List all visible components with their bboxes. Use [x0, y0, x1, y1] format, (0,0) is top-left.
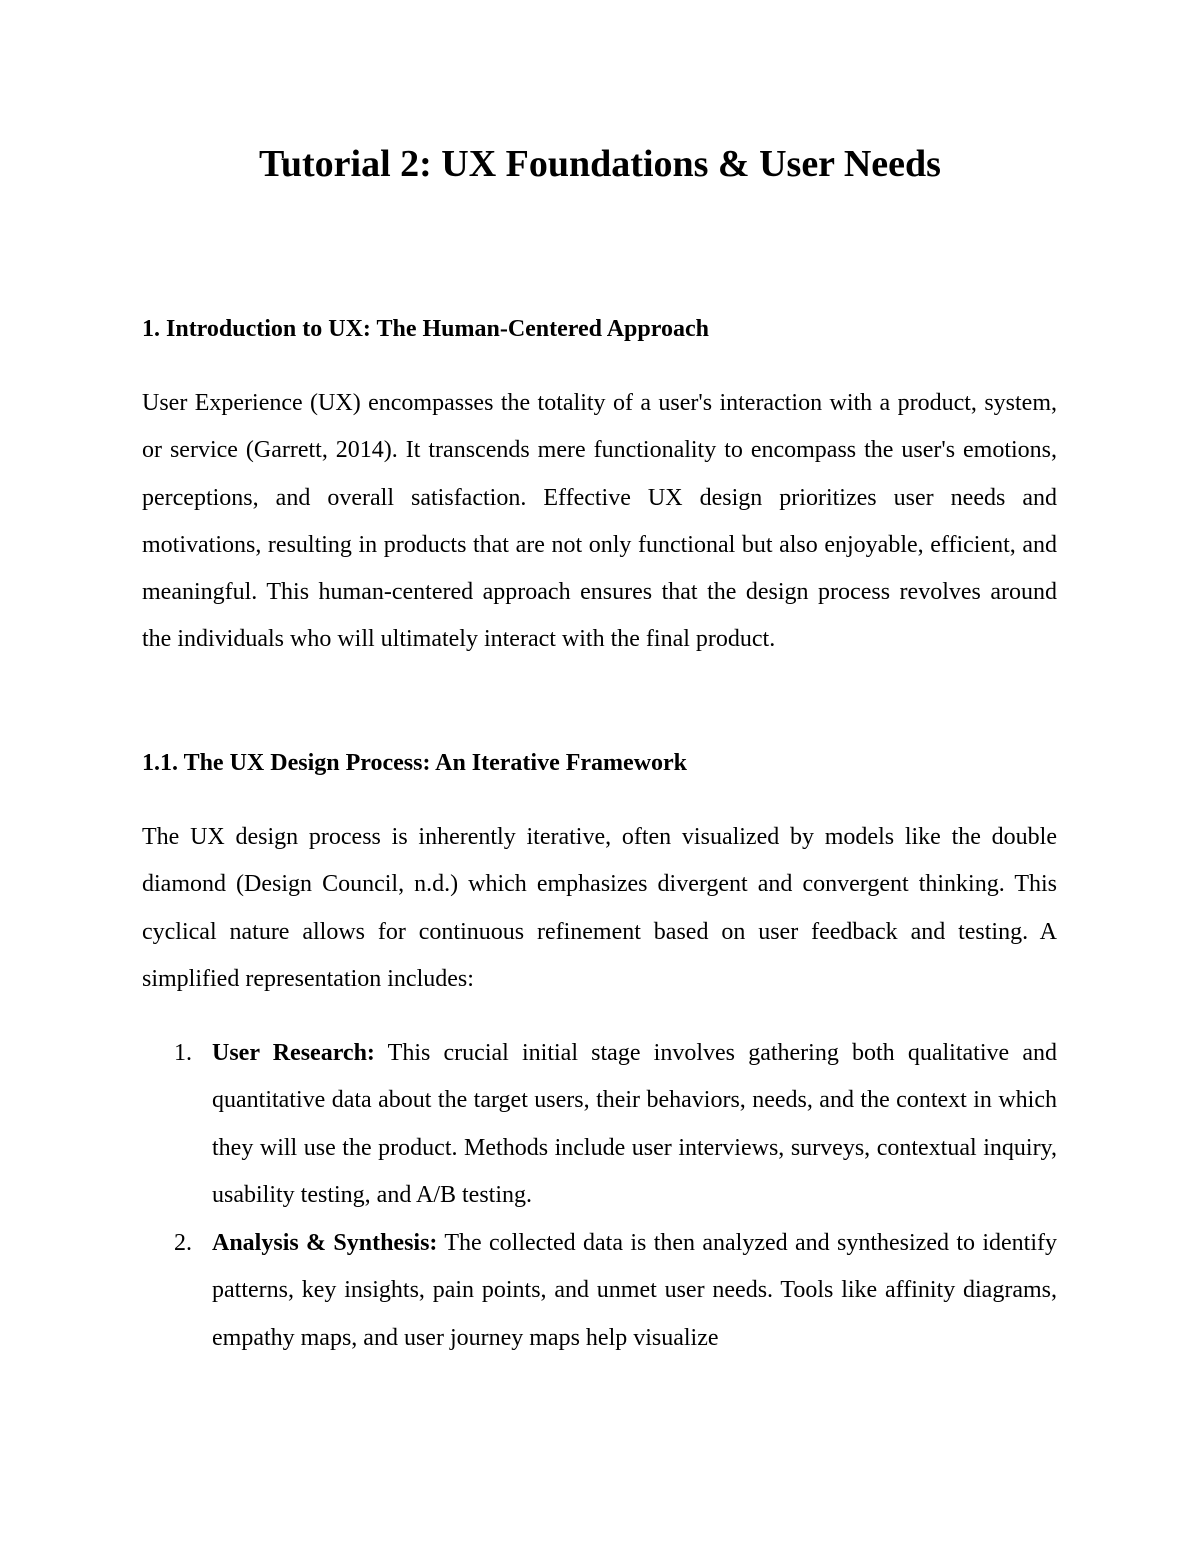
- page-title: Tutorial 2: UX Foundations & User Needs: [259, 143, 941, 185]
- numbered-list: [142, 1030, 1057, 1362]
- section-heading-introduction: 1. Introduction to UX: The Human-Centered Approach: [142, 316, 709, 342]
- list-item-number: 2.: [174, 1230, 192, 1257]
- paragraph-introduction: User Experience (UX) encompasses the totality of a user's interaction with a product, system, or service (Garrett, 2014). It transcends mere functionality to encompass the user's emotions, perceptions, and overall satisfaction. Effective UX design prioritizes user needs and motivations, resulting in products that are not only functional but also enjoyable, efficient, and meaningful. This human-centered approach ensures that the design process revolves around the individuals who will ultimately interact with the final product.: [142, 390, 1057, 653]
- section-heading-design-process: 1.1. The UX Design Process: An Iterative Framework: [142, 750, 688, 776]
- list-item-term: Analysis & Synthesis:: [212, 1230, 438, 1257]
- paragraph-design-process: The UX design process is inherently iterative, often visualized by models like the double diamond (Design Council, n.d.) which emphasizes divergent and convergent thinking. This cyclical nature allows for continuous refinement based on user feedback and testing. A simplified representation includes:: [142, 824, 1057, 992]
- list-item-text: This crucial initial stage involves gathering both qualitative and quantitative data about the target users, their behaviors, needs, and the context in which they will use the product. Methods include user interviews, surveys, contextual inquiry, usability testing, and A/B testing.: [212, 1040, 1057, 1208]
- list-item-number: 1.: [174, 1040, 192, 1066]
- list-item-term: User Research:: [212, 1040, 375, 1066]
- list-item-text: The collected data is then analyzed and synthesized to identify patterns, key insights, pain points, and unmet user needs. Tools like affinity diagrams, empathy maps, and user journey maps help visualize: [212, 1230, 1058, 1351]
- list-item: [142, 1030, 1057, 1219]
- list-item: [142, 1220, 1057, 1362]
